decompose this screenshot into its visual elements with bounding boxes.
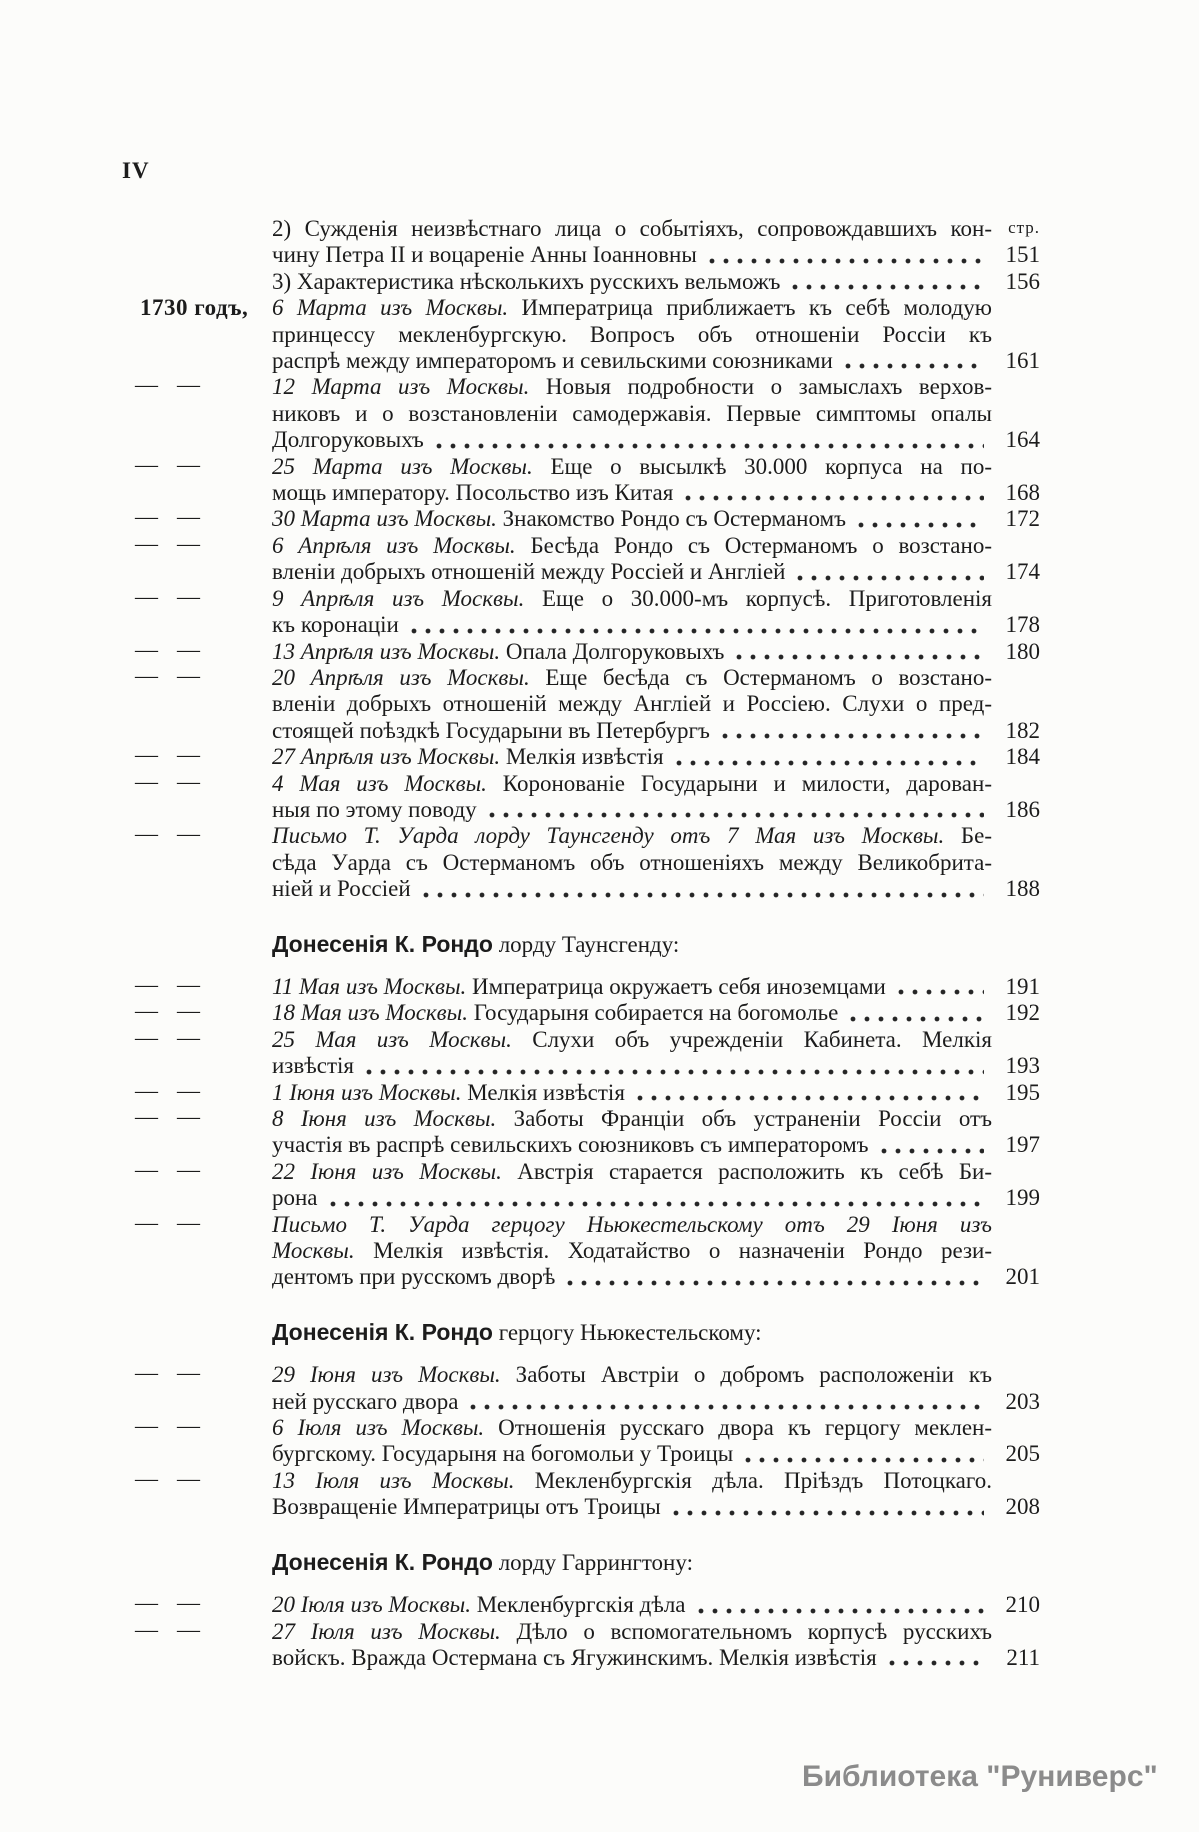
toc-line-text: 20 Іюля изъ Москвы. Мекленбургскія дѣла xyxy=(272,1592,686,1618)
toc-entry xyxy=(135,1104,1040,1159)
dot-leader xyxy=(485,812,984,818)
page-number: 201 xyxy=(1005,1264,1040,1290)
toc-entry xyxy=(135,998,1040,1026)
toc-line-text: 20 Апрѣля изъ Москвы. Еще бесѣда съ Остерманомъ о возстано- xyxy=(272,664,992,690)
toc-entry xyxy=(135,662,1040,744)
entry-date-italic: 1 Іюня изъ Москвы. xyxy=(272,1079,462,1105)
heading-bold-label: Донесенія К. Рондо xyxy=(272,1548,493,1575)
dot-leader xyxy=(466,1404,984,1410)
page-number: 168 xyxy=(1005,480,1040,506)
toc-line xyxy=(272,1619,992,1645)
page-number: 188 xyxy=(1005,876,1040,902)
entry-date-italic: 30 Марта изъ Москвы. xyxy=(272,506,497,532)
ditto-dash: — xyxy=(135,742,158,768)
toc-line-text: войскъ. Вражда Остермана съ Ягужинскимъ. Мелкія извѣстія xyxy=(272,1644,877,1670)
toc-line xyxy=(272,823,992,849)
ditto-dash: — xyxy=(177,451,200,477)
page-column-header: стр. xyxy=(1008,218,1040,237)
toc-line xyxy=(272,427,1040,453)
ditto-dash: — xyxy=(135,372,158,398)
toc-entry xyxy=(135,821,1040,902)
toc-line xyxy=(272,559,1040,585)
page-number: 156 xyxy=(1005,268,1040,294)
toc-line xyxy=(272,401,992,427)
toc-line-text: мощь императору. Посольство изъ Китая xyxy=(272,480,674,506)
toc-line xyxy=(272,797,1040,823)
ditto-dash: — xyxy=(135,504,158,530)
toc-entry xyxy=(135,1024,1040,1080)
dot-leader xyxy=(894,989,984,995)
toc-line xyxy=(272,771,992,797)
toc-line xyxy=(272,1185,1040,1211)
toc-line-text: чину Петра II и воцареніе Анны Іоанновны xyxy=(272,242,697,268)
toc-entry xyxy=(135,1465,1040,1521)
ditto-dash: — xyxy=(177,1360,200,1386)
toc-line-text: 30 Марта изъ Москвы. Знакомство Рондо съ Остерманомъ xyxy=(272,506,847,532)
ditto-dash: — xyxy=(177,636,200,662)
entry-date-italic: 13 Апрѣля изъ Москвы. xyxy=(272,638,501,664)
toc-line xyxy=(272,1415,992,1441)
toc-line xyxy=(272,454,992,480)
dot-leader xyxy=(672,760,984,766)
dot-leader xyxy=(793,575,984,581)
section-heading xyxy=(272,931,1040,958)
dot-leader xyxy=(362,1069,984,1075)
toc-entry xyxy=(272,216,1040,269)
ditto-dash: — xyxy=(177,1077,200,1103)
toc-line-text: никовъ и о возстановленіи самодержавія. Первые симптомы опалы xyxy=(272,400,992,426)
entry-date-italic: 11 Мая изъ Москвы. xyxy=(272,973,467,999)
toc-entry xyxy=(140,295,1040,374)
toc-line xyxy=(272,269,1040,295)
ditto-dash: — xyxy=(177,768,200,794)
library-watermark: Библиотека "Руниверс" xyxy=(802,1760,1158,1793)
ditto-dash: — xyxy=(135,1209,158,1235)
ditto-dash: — xyxy=(135,821,158,847)
page-number: 184 xyxy=(1005,744,1040,770)
toc-line-text: 27 Апрѣля изъ Москвы. Мелкія извѣстія xyxy=(272,744,664,770)
ditto-dash: — xyxy=(135,662,158,688)
page-number: 193 xyxy=(1005,1053,1040,1079)
toc-line xyxy=(272,242,1040,268)
ditto-dash: — xyxy=(135,768,158,794)
heading-rest-label: лорду Таунсгенду: xyxy=(492,931,680,957)
dot-leader xyxy=(681,495,984,501)
ditto-dash: — xyxy=(177,1413,200,1439)
toc-line-text: стоящей поѣздкѣ Государыни въ Петербургъ xyxy=(272,717,710,743)
entry-date-italic: 4 Мая изъ Москвы. xyxy=(272,770,487,796)
toc-line-text: ныя по этому поводу xyxy=(272,796,477,822)
page-number: 210 xyxy=(1005,1592,1040,1618)
toc-line-text: 29 Іюня изъ Москвы. Заботы Австріи о добромъ расположеніи къ xyxy=(272,1362,992,1388)
toc-line xyxy=(272,1441,1040,1467)
dot-leader xyxy=(885,1660,984,1666)
toc-line-text: ніей и Россіей xyxy=(272,876,411,902)
entry-date-italic: 25 Марта изъ Москвы. xyxy=(272,453,533,479)
toc-entry xyxy=(135,636,1040,665)
dot-leader xyxy=(705,258,984,264)
toc-line xyxy=(272,665,992,691)
page-number: 195 xyxy=(1005,1079,1040,1105)
toc-line-text: 9 Апрѣля изъ Москвы. Еще о 30.000-мъ корпусѣ. Приготовленія xyxy=(272,585,992,611)
page-number: 164 xyxy=(1005,427,1040,453)
toc-line xyxy=(272,322,992,348)
toc-line-text: 25 Мая изъ Москвы. Слухи объ учрежденіи Кабинета. Мелкія xyxy=(272,1026,992,1052)
entry-date-italic: 18 Мая изъ Москвы. xyxy=(272,1000,468,1026)
toc-line-text: Москвы. Мелкія извѣстія. Ходатайство о назначеніи Рондо рези- xyxy=(272,1238,992,1264)
entry-date-italic: 6 Марта изъ Москвы. xyxy=(272,295,509,321)
toc-line-text: извѣстія xyxy=(272,1053,354,1079)
ditto-dash: — xyxy=(177,1156,200,1182)
toc-line-text: 27 Іюля изъ Москвы. Дѣло о вспомогательномъ корпусѣ русскихъ xyxy=(272,1618,992,1644)
toc-line xyxy=(272,533,992,559)
ditto-dash: — xyxy=(177,583,200,609)
ditto-dash: — xyxy=(135,583,158,609)
dot-leader xyxy=(326,1201,984,1207)
dot-leader xyxy=(877,1148,984,1154)
section-heading xyxy=(272,1549,1040,1576)
dot-leader xyxy=(741,1457,984,1463)
page-number: 182 xyxy=(1005,717,1040,743)
entry-date-italic: 20 Апрѣля изъ Москвы. xyxy=(272,664,530,690)
toc-entry xyxy=(135,1616,1040,1672)
toc-line-text: распрѣ между императоромъ и севильскими союзниками xyxy=(272,348,833,374)
ditto-dash: — xyxy=(135,636,158,662)
toc-line-text: сѣда Уарда съ Остерманомъ объ отношеніяхъ между Великобрита- xyxy=(272,849,992,875)
entry-date-italic: 27 Апрѣля изъ Москвы. xyxy=(272,744,501,770)
toc-line xyxy=(272,1389,1040,1415)
dot-leader xyxy=(788,284,984,290)
ditto-dash: — xyxy=(177,530,200,556)
ditto-dash: — xyxy=(135,1590,158,1616)
page-number: 203 xyxy=(1005,1388,1040,1414)
toc-entry xyxy=(135,1209,1040,1291)
toc-line-text xyxy=(272,1212,992,1237)
toc-line-text: ней русскаго двора xyxy=(272,1388,459,1414)
toc-line-text: вленіи добрыхъ отношеній между Англіей и Россіею. Слухи о пред- xyxy=(272,691,992,717)
ditto-dash: — xyxy=(135,971,158,997)
toc-line-text: Письмо Т. Уарда лорду Таунсгенду отъ 7 Мая изъ Москвы. Бе- xyxy=(272,823,992,849)
toc-line xyxy=(272,1080,1040,1106)
dot-leader xyxy=(732,654,984,660)
toc-line-text: дентомъ при русскомъ дворѣ xyxy=(272,1264,556,1290)
toc-line xyxy=(272,216,992,242)
ditto-dash: — xyxy=(177,742,200,768)
ditto-dash: — xyxy=(177,1104,200,1129)
toc-line xyxy=(272,718,1040,744)
toc-line-text: 13 Іюля изъ Москвы. Мекленбургскія дѣла. Пріѣздъ Потоцкаго. xyxy=(272,1467,992,1493)
toc-line-text: 25 Марта изъ Москвы. Еще о высылкѣ 30.000 корпуса на по- xyxy=(272,453,992,479)
toc-entry xyxy=(135,583,1040,639)
toc-line-text: участія въ распрѣ севильскихъ союзниковъ съ императоромъ xyxy=(272,1132,869,1158)
toc xyxy=(135,216,1040,1671)
folio-number: IV xyxy=(122,158,150,183)
dot-leader xyxy=(563,1280,984,1286)
toc-line xyxy=(272,1362,992,1388)
entry-date-italic: 8 Іюня изъ Москвы. xyxy=(272,1106,497,1131)
entry-date-italic: Письмо Т. Уарда лорду Таунсгенду отъ 7 Мая изъ Москвы. xyxy=(272,823,945,849)
toc-line xyxy=(272,744,1040,770)
page-number: 208 xyxy=(1005,1494,1040,1520)
toc-line xyxy=(272,1000,1040,1026)
toc-line xyxy=(272,1264,1040,1290)
toc-line xyxy=(272,691,992,717)
ditto-dash: — xyxy=(135,1616,158,1642)
page-number: 161 xyxy=(1005,348,1040,374)
entry-date-italic: 20 Іюля изъ Москвы. xyxy=(272,1592,471,1618)
entry-year-label: 1730 годъ, xyxy=(140,295,249,321)
entry-date-italic: 6 Іюля изъ Москвы. xyxy=(272,1415,485,1441)
dot-leader xyxy=(718,733,984,739)
entry-date-italic: Москвы. xyxy=(272,1238,355,1264)
toc-line xyxy=(272,1645,1040,1671)
toc-line-text: 3) Характеристика нѣсколькихъ русскихъ вельможъ xyxy=(272,268,781,294)
entry-date-italic: 12 Марта изъ Москвы. xyxy=(272,374,530,400)
toc-entry xyxy=(135,1360,1040,1415)
ditto-dash: — xyxy=(177,998,200,1024)
toc-line xyxy=(272,348,1040,374)
page-number: 191 xyxy=(1005,973,1040,999)
ditto-dash: — xyxy=(135,1024,158,1050)
toc-line-text: 18 Мая изъ Москвы. Государыня собирается на богомолье xyxy=(272,1000,839,1026)
page-number: 205 xyxy=(1005,1441,1040,1467)
toc-line xyxy=(272,1132,1040,1158)
toc-line xyxy=(272,850,992,876)
toc-entry xyxy=(135,504,1040,532)
toc-line-text: принцессу мекленбургскую. Вопросъ объ отношеніи Россіи къ xyxy=(272,321,992,347)
ditto-dash: — xyxy=(177,662,200,688)
toc-line xyxy=(272,612,1040,638)
toc-line xyxy=(272,374,992,400)
entry-date-italic: 6 Апрѣля изъ Москвы. xyxy=(272,532,516,558)
page-number: 199 xyxy=(1005,1185,1040,1211)
toc-entry xyxy=(135,372,1040,453)
section-heading xyxy=(272,1319,1040,1346)
dot-leader xyxy=(854,522,984,528)
ditto-dash: — xyxy=(135,1077,158,1103)
toc-line xyxy=(272,506,1040,532)
toc-entry xyxy=(135,971,1040,1000)
heading-bold-label: Донесенія К. Рондо xyxy=(272,930,493,957)
toc-line-text: 2) Сужденія неизвѣстнаго лица о событіяхъ, сопровождавшихъ кон- xyxy=(272,216,992,241)
page-number: 186 xyxy=(1005,796,1040,822)
dot-leader xyxy=(633,1095,984,1101)
toc-entry xyxy=(272,269,1040,295)
ditto-dash: — xyxy=(135,1465,158,1491)
ditto-dash: — xyxy=(135,451,158,477)
toc-line-text: 8 Іюня изъ Москвы. Заботы Франціи объ устраненіи Россіи отъ xyxy=(272,1106,992,1131)
ditto-dash: — xyxy=(135,530,158,556)
dot-leader xyxy=(694,1608,984,1614)
ditto-dash: — xyxy=(135,1104,158,1129)
heading-bold-label: Донесенія К. Рондо xyxy=(272,1318,493,1345)
toc-line xyxy=(272,586,992,612)
entry-date-italic: 29 Іюня изъ Москвы. xyxy=(272,1362,501,1388)
toc-line xyxy=(272,1238,992,1264)
toc-line xyxy=(272,1212,992,1238)
ditto-dash: — xyxy=(177,1590,200,1616)
dot-leader xyxy=(846,1016,984,1022)
dot-leader xyxy=(432,443,984,449)
toc-entry xyxy=(135,1156,1040,1212)
ditto-dash: — xyxy=(177,1024,200,1050)
toc-line-text: 4 Мая изъ Москвы. Коронованіе Государыни и милости, дарован- xyxy=(272,770,992,796)
toc-line-text: 6 Апрѣля изъ Москвы. Бесѣда Рондо съ Остерманомъ о возстано- xyxy=(272,532,992,558)
page-number: 172 xyxy=(1005,506,1040,532)
ditto-dash: — xyxy=(135,1360,158,1386)
page-number: 211 xyxy=(1006,1644,1040,1670)
dot-leader xyxy=(841,363,984,369)
toc-line-text: 1 Іюня изъ Москвы. Мелкія извѣстія xyxy=(272,1079,625,1105)
entry-date-italic: 25 Мая изъ Москвы. xyxy=(272,1026,512,1052)
page-number: 180 xyxy=(1005,638,1040,664)
entry-date-italic: Письмо Т. Уарда герцогу Ньюкестельскому отъ 29 Іюня изъ xyxy=(272,1211,992,1237)
toc-entry xyxy=(135,1590,1040,1618)
ditto-dash: — xyxy=(177,1616,200,1642)
ditto-dash: — xyxy=(177,1209,200,1235)
toc-line xyxy=(272,1027,992,1053)
toc-line-text: 13 Апрѣля изъ Москвы. Опала Долгоруковыхъ xyxy=(272,638,725,664)
toc-line xyxy=(272,1592,1040,1618)
dot-leader xyxy=(407,628,984,634)
toc-line-text: вленіи добрыхъ отношеній между Россіей и Англіей xyxy=(272,559,786,585)
toc-line-text: 12 Марта изъ Москвы. Новыя подробности о замыслахъ верхов- xyxy=(272,374,993,400)
dot-leader xyxy=(419,892,984,898)
ditto-dash: — xyxy=(177,971,200,997)
ditto-dash: — xyxy=(135,998,158,1024)
toc-line xyxy=(272,639,1040,665)
entry-date-italic: 27 Іюля изъ Москвы. xyxy=(272,1618,501,1644)
toc-line-text: Долгоруковыхъ xyxy=(272,427,424,453)
toc-line xyxy=(272,1106,992,1132)
heading-rest-label: герцогу Ньюкестельскому: xyxy=(492,1319,762,1345)
toc-line-text: рона xyxy=(272,1185,318,1211)
page-number: 174 xyxy=(1005,559,1040,585)
ditto-dash: — xyxy=(177,372,200,398)
toc-line xyxy=(272,1159,992,1185)
toc-entry xyxy=(135,1077,1040,1106)
ditto-dash: — xyxy=(135,1413,158,1439)
entry-date-italic: 22 Іюня изъ Москвы. xyxy=(272,1158,502,1184)
toc-entry xyxy=(135,742,1040,770)
toc-line xyxy=(272,1494,1040,1520)
ditto-dash: — xyxy=(135,1156,158,1182)
toc-line xyxy=(272,876,1040,902)
ditto-dash: — xyxy=(177,821,200,847)
toc-entry xyxy=(135,768,1040,824)
toc-line xyxy=(272,974,1040,1000)
toc-line xyxy=(272,480,1040,506)
entry-date-italic: 13 Іюля изъ Москвы. xyxy=(272,1467,515,1493)
page-number: 192 xyxy=(1005,1000,1040,1026)
page-number: 151 xyxy=(1005,242,1040,268)
toc-line xyxy=(272,1053,1040,1079)
toc-line-text: къ коронаціи xyxy=(272,612,399,638)
toc-line xyxy=(272,1468,992,1494)
toc-line-text: 11 Мая изъ Москвы. Императрица окружаетъ себя иноземцами xyxy=(272,973,886,999)
ditto-dash: — xyxy=(177,1465,200,1491)
page-number: 178 xyxy=(1005,612,1040,638)
entry-date-italic: 9 Апрѣля изъ Москвы. xyxy=(272,585,525,611)
ditto-dash: — xyxy=(177,504,200,530)
toc-line-text: бургскому. Государыня на богомольи у Троицы xyxy=(272,1441,734,1467)
toc-line xyxy=(272,295,992,321)
toc-line-text: 6 Іюля изъ Москвы. Отношенія русскаго двора къ герцогу меклен- xyxy=(272,1415,992,1441)
toc-line-text: 22 Іюня изъ Москвы. Австрія старается расположить къ себѣ Би- xyxy=(272,1158,993,1184)
toc-line-text: Возвращеніе Императрицы отъ Троицы xyxy=(272,1494,661,1520)
page-number: 197 xyxy=(1005,1132,1040,1158)
toc-line-text: 6 Марта изъ Москвы. Императрица приближаетъ къ себѣ молодую xyxy=(272,295,992,321)
toc-entry xyxy=(135,451,1040,507)
dot-leader xyxy=(669,1510,984,1516)
toc-entry xyxy=(135,1413,1040,1468)
heading-rest-label: лорду Гаррингтону: xyxy=(492,1549,693,1575)
toc-entry xyxy=(135,530,1040,586)
